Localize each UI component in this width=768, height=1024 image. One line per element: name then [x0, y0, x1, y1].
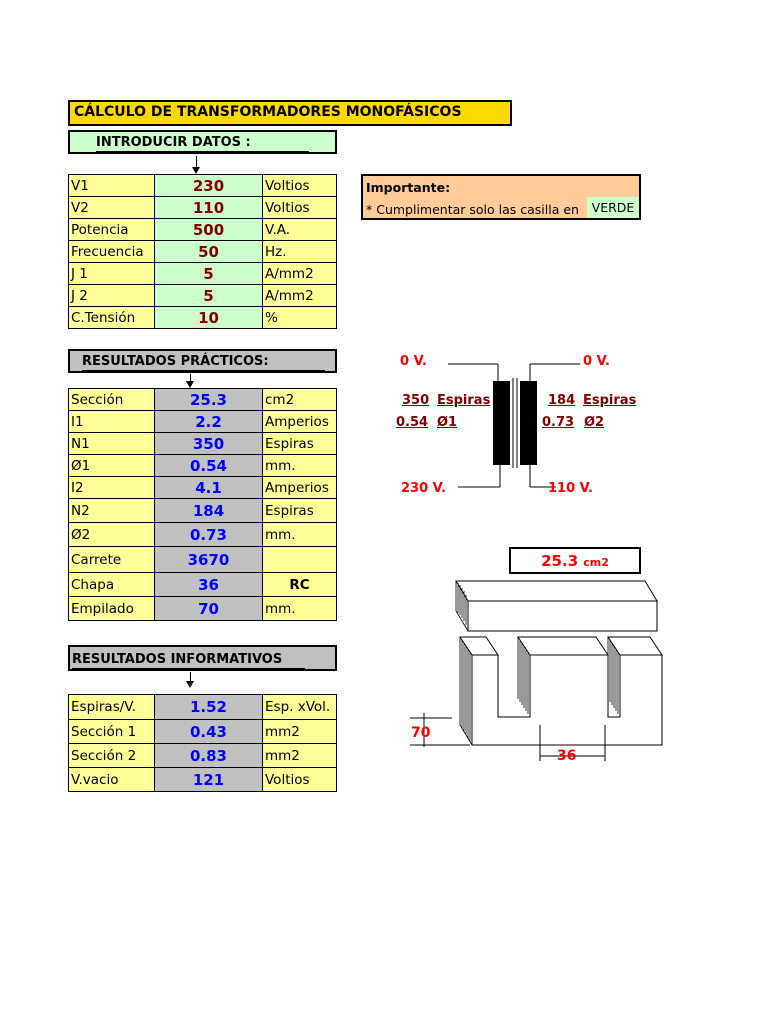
row-unit: Voltios [263, 197, 337, 219]
row-unit: A/mm2 [263, 263, 337, 285]
primary-diameter: 0.54 [396, 415, 429, 430]
note-text: * Cumplimentar solo las casilla en [366, 202, 579, 217]
practical-table [68, 388, 337, 621]
row-value: 0.73 [155, 523, 263, 547]
row-unit [263, 547, 337, 573]
row-value: 0.43 [155, 720, 263, 744]
result-row [69, 597, 337, 621]
info-row [69, 768, 337, 792]
row-value[interactable]: 5 [155, 285, 263, 307]
row-unit: mm. [263, 597, 337, 621]
info-table [68, 694, 337, 792]
result-row [69, 389, 337, 411]
row-label: J 2 [69, 285, 155, 307]
row-label: C.Tensión [69, 307, 155, 329]
primary-turns: 350 [402, 393, 430, 408]
row-label: Ø2 [69, 523, 155, 547]
row-label: Empilado [69, 597, 155, 621]
row-label: V2 [69, 197, 155, 219]
row-unit: % [263, 307, 337, 329]
core-section-unit: cm2 [583, 556, 609, 569]
row-value: 36 [155, 573, 263, 597]
result-row [69, 433, 337, 455]
input-row [69, 307, 337, 329]
core-laminations-drawing [400, 575, 670, 775]
row-unit: Hz. [263, 241, 337, 263]
header-underline [82, 370, 325, 371]
row-label: Potencia [69, 219, 155, 241]
row-label: Chapa [69, 573, 155, 597]
row-label: I2 [69, 477, 155, 499]
info-row [69, 720, 337, 744]
result-row [69, 547, 337, 573]
primary-turns-unit: Espiras [437, 393, 491, 408]
row-value: 4.1 [155, 477, 263, 499]
secondary-turns: 184 [548, 393, 576, 408]
row-value: 70 [155, 597, 263, 621]
input-table [68, 174, 337, 329]
row-unit: Amperios [263, 411, 337, 433]
header-underline [72, 668, 305, 669]
row-unit: mm2 [263, 720, 337, 744]
note-highlight: VERDE [587, 197, 639, 218]
width-dimension: 36 [557, 748, 577, 764]
row-unit: Voltios [263, 768, 337, 792]
info-row [69, 695, 337, 720]
row-value: 121 [155, 768, 263, 792]
page-title: CÁLCULO DE TRANSFORMADORES MONOFÁSICOS [68, 100, 512, 126]
result-row [69, 573, 337, 597]
row-value[interactable]: 50 [155, 241, 263, 263]
row-unit: Amperios [263, 477, 337, 499]
row-value[interactable]: 5 [155, 263, 263, 285]
height-dimension: 70 [411, 725, 431, 741]
row-unit: mm. [263, 523, 337, 547]
core-section-value: 25.3 [541, 552, 579, 570]
row-value[interactable]: 110 [155, 197, 263, 219]
row-unit: V.A. [263, 219, 337, 241]
row-unit: Esp. xVol. [263, 695, 337, 720]
row-label: N1 [69, 433, 155, 455]
secondary-diameter: 0.73 [542, 415, 575, 430]
row-unit: A/mm2 [263, 285, 337, 307]
info-header-label: RESULTADOS INFORMATIVOS [72, 652, 283, 667]
input-row [69, 285, 337, 307]
down-arrow-icon [196, 156, 197, 168]
primary-diameter-symbol: Ø1 [437, 415, 458, 430]
input-header-label: INTRODUCIR DATOS : [96, 135, 251, 150]
practical-header [68, 349, 337, 373]
input-row [69, 197, 337, 219]
input-row [69, 241, 337, 263]
row-value[interactable]: 500 [155, 219, 263, 241]
row-value: 3670 [155, 547, 263, 573]
secondary-voltage: 110 V. [548, 481, 593, 496]
core-section-box [509, 547, 641, 574]
info-header [68, 645, 337, 671]
row-value: 2.2 [155, 411, 263, 433]
info-row [69, 744, 337, 768]
result-row [69, 499, 337, 523]
primary-top-voltage: 0 V. [400, 354, 427, 369]
note-box [361, 174, 641, 220]
input-header [68, 130, 337, 154]
row-label: Sección 2 [69, 744, 155, 768]
down-arrow-icon [190, 672, 191, 682]
header-underline [96, 151, 309, 152]
secondary-top-voltage: 0 V. [583, 354, 610, 369]
secondary-turns-unit: Espiras [583, 393, 637, 408]
row-value: 0.54 [155, 455, 263, 477]
primary-voltage: 230 V. [401, 481, 446, 496]
row-value[interactable]: 230 [155, 175, 263, 197]
row-unit: Espiras [263, 433, 337, 455]
result-row [69, 477, 337, 499]
row-value: 25.3 [155, 389, 263, 411]
practical-header-label: RESULTADOS PRÁCTICOS: [82, 354, 269, 369]
secondary-diameter-symbol: Ø2 [584, 415, 605, 430]
row-value: 350 [155, 433, 263, 455]
input-row [69, 219, 337, 241]
row-unit: RC [263, 573, 337, 597]
row-label: Carrete [69, 547, 155, 573]
down-arrow-icon [190, 374, 191, 382]
input-row [69, 175, 337, 197]
row-value: 0.83 [155, 744, 263, 768]
row-label: I1 [69, 411, 155, 433]
row-label: Ø1 [69, 455, 155, 477]
input-row [69, 263, 337, 285]
result-row [69, 455, 337, 477]
row-value[interactable]: 10 [155, 307, 263, 329]
row-unit: mm2 [263, 744, 337, 768]
row-label: Espiras/V. [69, 695, 155, 720]
row-label: Sección [69, 389, 155, 411]
row-label: V.vacio [69, 768, 155, 792]
row-unit: Espiras [263, 499, 337, 523]
row-value: 184 [155, 499, 263, 523]
row-label: J 1 [69, 263, 155, 285]
row-label: V1 [69, 175, 155, 197]
result-row [69, 523, 337, 547]
result-row [69, 411, 337, 433]
row-unit: Voltios [263, 175, 337, 197]
row-unit: cm2 [263, 389, 337, 411]
row-label: N2 [69, 499, 155, 523]
row-label: Frecuencia [69, 241, 155, 263]
row-label: Sección 1 [69, 720, 155, 744]
row-unit: mm. [263, 455, 337, 477]
row-value: 1.52 [155, 695, 263, 720]
note-title: Importante: [366, 180, 451, 195]
